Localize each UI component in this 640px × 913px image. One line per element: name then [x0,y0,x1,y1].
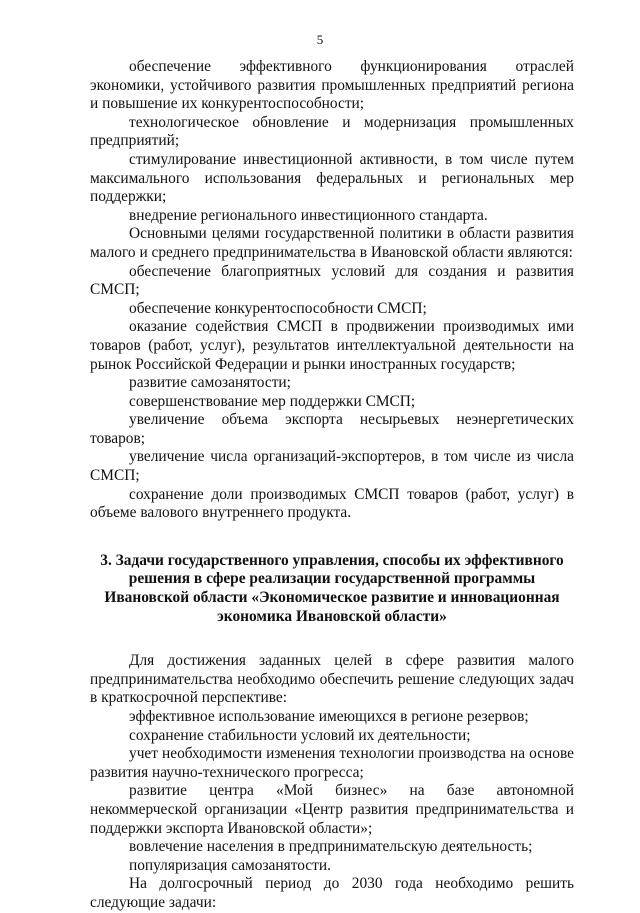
spacer [90,626,574,652]
paragraph: развитие центра «Мой бизнес» на базе автономной некоммерческой организации «Центр развития предпринимательства и поддержки экспорта Ивановской области»; [90,782,574,837]
document-body [90,58,574,913]
paragraph: Основными целями государственной политики в области развития малого и среднего предпринимательства в Ивановской области являются: [90,225,574,261]
paragraph: обеспечение благоприятных условий для создания и развития СМСП; [90,262,574,299]
paragraph: сохранение стабильности условий их деятельности; [129,726,471,744]
paragraph: развитие самозанятости; [129,374,291,392]
paragraph: увеличение числа организаций-экспортеров, в том числе из числа СМСП; [90,448,574,485]
paragraph: стимулирование инвестиционной активности, в том числе путем максимального использования федеральных и региональных мер поддержки; [90,150,574,206]
paragraph: внедрение регионального инвестиционного стандарта. [129,206,488,224]
paragraph: учет необходимости изменения технологии производства на основе развития научно-технического прогресса; [90,745,574,781]
paragraph: совершенствование мер поддержки СМСП; [129,392,416,410]
paragraph: популяризация самозанятости. [129,856,331,874]
section-heading: 3. Задачи государственного управления, способы их эффективного решения в сфере реализации государственной программы Ивановской области «Экономическое развитие и инновационная экономика Ивановской области» [100,551,564,625]
paragraph: вовлечение населения в предпринимательскую деятельность; [129,838,533,856]
paragraph: обеспечение конкурентоспособности СМСП; [129,299,427,317]
paragraph: Для достижения заданных целей в сфере развития малого предпринимательства необходимо обеспечить решение следующих задач в краткосрочной перспективе: [90,652,574,707]
paragraph: технологическое обновление и модернизация промышленных предприятий; [90,113,574,150]
paragraph: увеличение объема экспорта несырьевых неэнергетических товаров; [90,411,574,447]
paragraph: сохранение доли производимых СМСП товаров (работ, услуг) в объеме валового внутреннего продукта. [90,485,574,522]
paragraph: На долгосрочный период до 2030 года необходимо решить следующие задачи: [90,875,574,911]
paragraph: оказание содействия СМСП в продвижении производимых ими товаров (работ, услуг), результатов интеллектуальной деятельности на рынок Российской Федерации и рынки иностранных государств; [90,318,574,373]
page-number: 5 [316,32,324,47]
paragraph: обеспечение эффективного функционирования отраслей экономики, устойчивого развития промышленных предприятий региона и повышение их конкурентоспособности; [90,58,574,113]
paragraph: эффективное использование имеющихся в регионе резервов; [129,708,529,725]
